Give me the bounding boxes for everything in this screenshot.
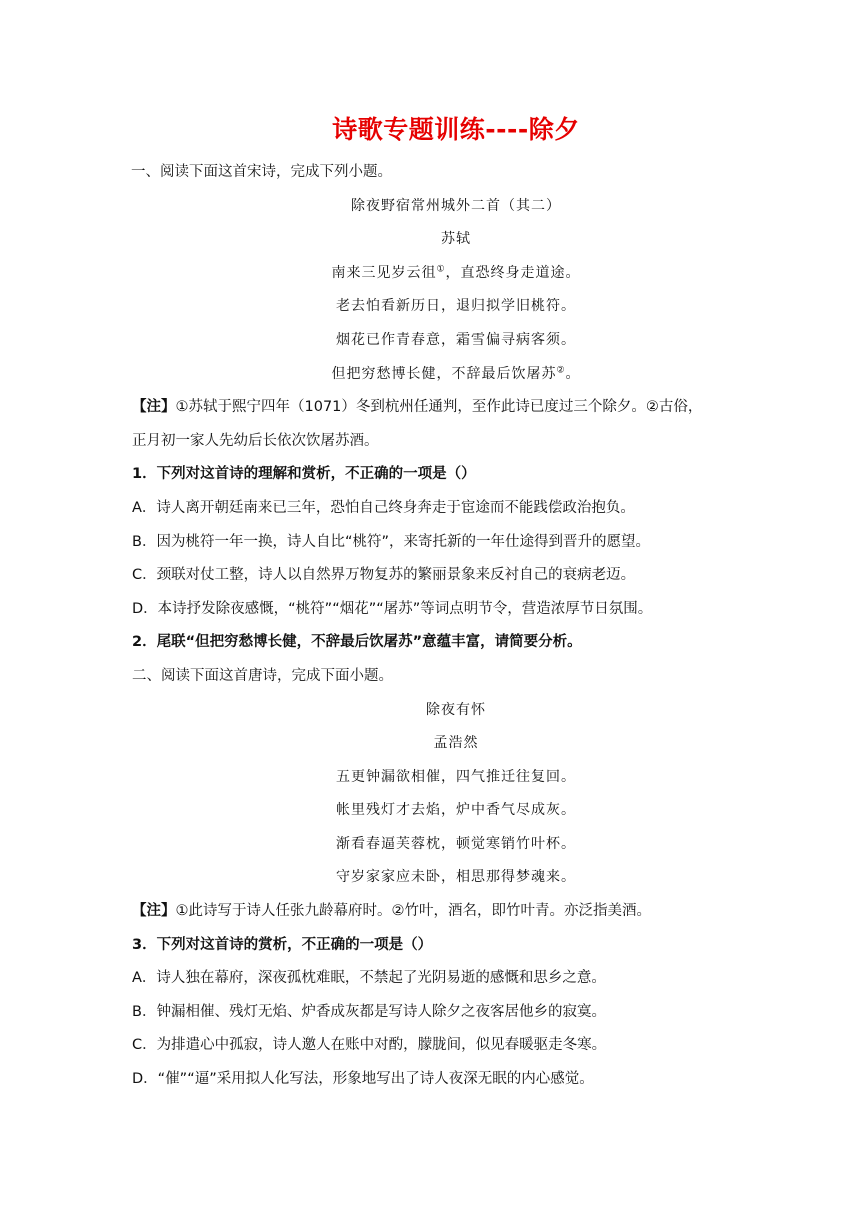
question-1: 1．下列对这首诗的理解和赏析，不正确的一项是（） [132,466,476,483]
question-3: 3．下列对这首诗的赏析，不正确的一项是（） [132,936,433,953]
footnote-marker-2: ② [556,364,566,375]
poem-2-title: 除夜有怀 [426,701,486,718]
note-2-text: ①此诗写于诗人任张九龄幕府时。②竹叶，酒名，即竹叶青。亦泛指美酒。 [175,903,651,920]
poem-2-line-1: 五更钟漏欲相催，四气推迁往复回。 [336,768,576,785]
note-1-line-2: 正月初一家人先幼后长依次饮屠苏酒。 [132,432,379,449]
question-1-option-d: D．本诗抒发除夜感慨，“桃符”“烟花”“屠苏”等词点明节令，营造浓厚节日氛围。 [132,600,653,617]
note-1-text: ①苏轼于熙宁四年（1071）冬到杭州任通判，至作此诗已度过三个除夕。②古俗， [175,399,703,416]
question-3-option-b: B．钟漏相催、残灯无焰、炉香成灰都是写诗人除夕之夜客居他乡的寂寞。 [132,1003,606,1020]
poem-1-line-1-text-a: 南来三见岁云徂 [331,264,437,281]
question-3-option-d: D．“催”“逼”采用拟人化写法，形象地写出了诗人夜深无眠的内心感觉。 [132,1071,594,1088]
note-1-line-1 [132,391,780,425]
poem-1-line-2: 老去怕看新历日，退归拟学旧桃符。 [336,298,576,315]
poem-1-line-1 [132,257,780,291]
note-1-label: 【注】 [132,399,176,416]
poem-2-author: 孟浩然 [433,735,479,752]
poem-1-line-4 [132,358,780,392]
note-2-label: 【注】 [132,903,176,920]
footnote-marker-1: ① [436,264,446,275]
page-title: 诗歌专题训练----除夕 [332,115,580,144]
poem-1-author: 苏轼 [441,231,471,248]
poem-1-line-4-text-a: 但把穷愁博长健，不辞最后饮屠苏 [331,365,557,382]
note-2-line-1 [132,895,780,929]
section-1-heading: 一、阅读下面这首宋诗，完成下列小题。 [131,164,392,180]
question-3-option-a: A．诗人独在幕府，深夜孤枕难眠，不禁起了光阴易逝的感慨和思乡之意。 [132,970,606,987]
poem-1-line-4-text-b: 。 [565,365,581,382]
question-1-option-c: C．颈联对仗工整，诗人以自然界万物复苏的繁丽景象来反衬自己的衰病老迈。 [132,567,636,584]
question-2: 2．尾联“但把穷愁博长健，不辞最后饮屠苏”意蕴丰富，请简要分析。 [132,634,582,651]
poem-2-line-3: 渐看春逼芙蓉枕，顿觉寒销竹叶杯。 [336,835,576,852]
poem-1-line-1-text-b: ，直恐终身走道途。 [445,264,581,281]
question-1-option-b: B．因为桃符一年一换，诗人自比“桃符”，来寄托新的一年仕途得到晋升的愿望。 [132,533,650,550]
section-2-heading: 二、阅读下面这首唐诗，完成下面小题。 [132,667,393,684]
poem-1-title: 除夜野宿常州城外二首（其二） [351,197,561,214]
question-1-option-a: A．诗人离开朝廷南来已三年，恐怕自己终身奔走于宦途而不能践偿政治抱负。 [132,499,635,516]
poem-2-line-2: 帐里残灯才去焰，炉中香气尽成灰。 [336,802,576,819]
poem-1-line-3: 烟花已作青春意，霜雪偏寻病客须。 [336,331,576,348]
question-3-option-c: C．为排遣心中孤寂，诗人邀人在账中对酌，朦胧间，似见春暖驱走冬寒。 [132,1037,607,1054]
poem-2-line-4: 守岁家家应未卧，相思那得梦魂来。 [336,869,576,886]
